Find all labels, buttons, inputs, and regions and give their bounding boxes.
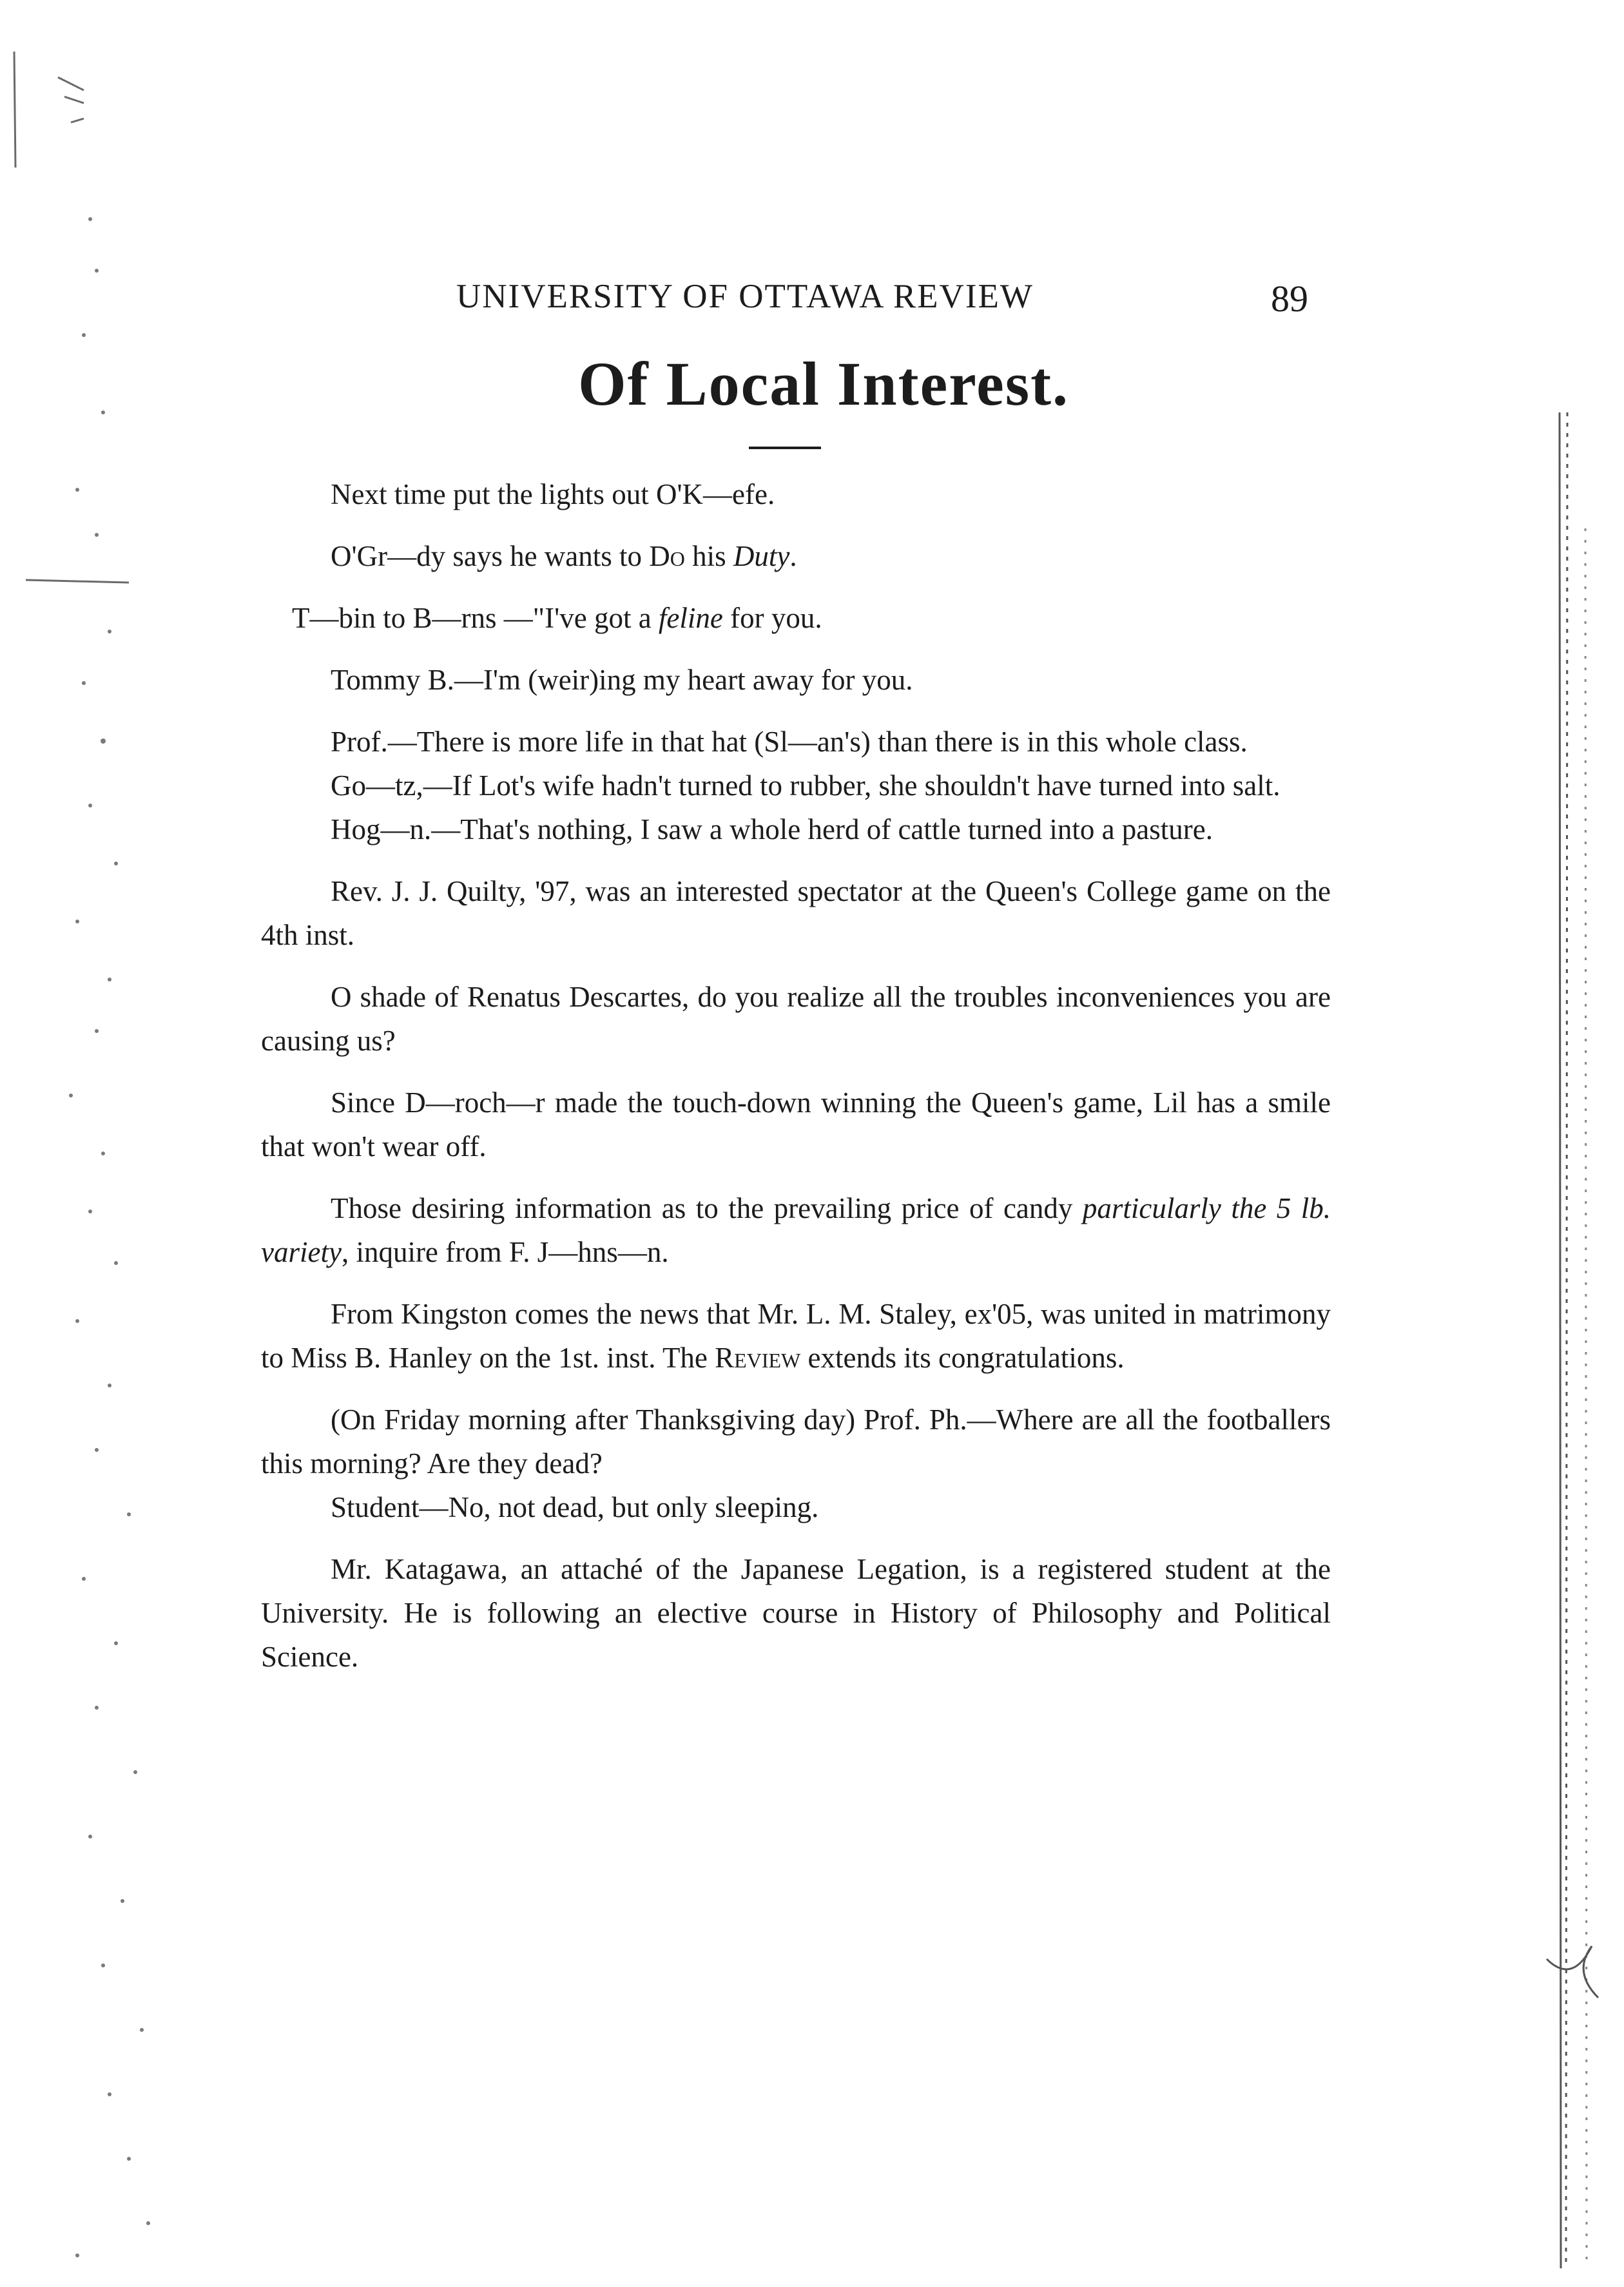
paragraph-staley: From Kingston comes the news that Mr. L. M. Staley, ex'05, was united in matrimony to Miss B. Hanley on the 1st. inst. The Review extends its congratulations. [261,1298,1331,1374]
paragraph-touchdown: Since D—roch—r made the touch-down winning the Queen's game, Lil has a smile that won't wear off. [261,1086,1331,1163]
article-body [261,472,1331,1697]
running-head [0,277,1624,329]
paragraph-duty: O'Gr—dy says he wants to Do his Duty. [331,540,797,572]
paragraph-footballers: (On Friday morning after Thanksgiving day) Prof. Ph.—Where are all the footballers this morning? Are they dead? [261,1404,1331,1480]
paragraph-student-reply: Student—No, not dead, but only sleeping. [331,1491,819,1523]
paragraph-feline: T—bin to B—rns —"I've got a feline for you. [292,602,822,634]
paragraph-descartes: O shade of Renatus Descartes, do you realize all the troubles inconveniences you are causing us? [261,981,1331,1057]
paragraph-prof-hat: Prof.—There is more life in that hat (Sl—an's) than there is in this whole class. [331,726,1248,758]
scan-edge-right [1534,400,1624,2287]
paragraph-quilty: Rev. J. J. Quilty, '97, was an interested spectator at the Queen's College game on the 4th inst. [261,875,1331,951]
page-number: 89 [1271,278,1308,320]
title-rule [749,447,821,449]
section-title: Of Local Interest. [577,349,1070,418]
paragraph-katagawa: Mr. Katagawa, an attaché of the Japanese Legation, is a registered student at the University. He is following an elective course in History of Philosophy and Political Science. [261,1553,1331,1673]
scan-edge-left [0,0,168,2287]
paragraph-cattle: Hog—n.—That's nothing, I saw a whole herd of cattle turned into a pasture. [331,813,1213,845]
paragraph-weiring: Tommy B.—I'm (weir)ing my heart away for you. [331,664,913,696]
running-title: UNIVERSITY OF OTTAWA REVIEW [456,278,1034,315]
paragraph-lots-wife: Go—tz,—If Lot's wife hadn't turned to rubber, she shouldn't have turned into salt. [331,769,1281,802]
paragraph-lights: Next time put the lights out O'K—efe. [331,478,775,510]
paragraph-candy: Those desiring information as to the prevailing price of candy particularly the 5 lb. variety, inquire from F. J—hns—n. [261,1192,1331,1268]
